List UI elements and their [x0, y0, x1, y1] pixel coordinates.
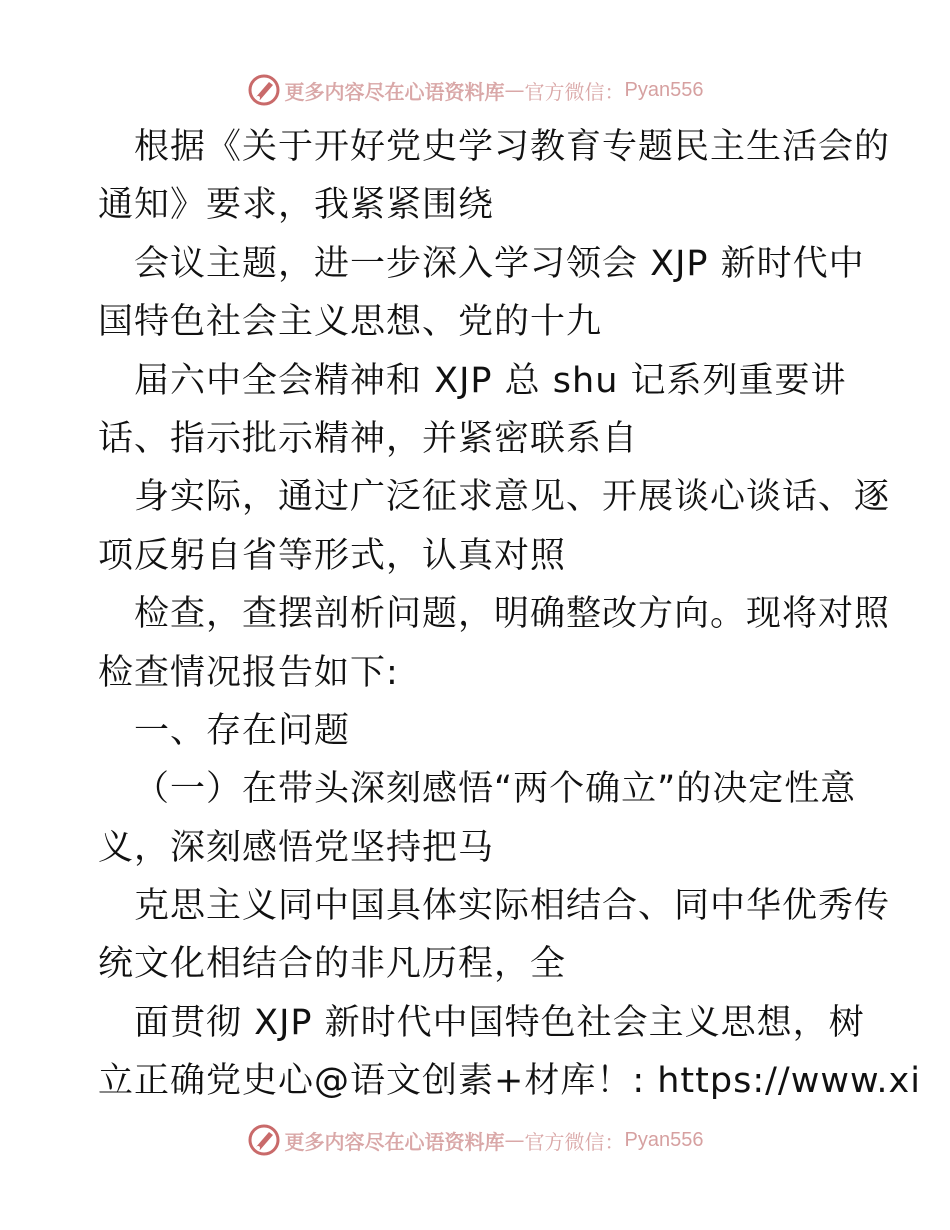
header-watermark-banner [0, 70, 950, 110]
banner-wechat-id: Pyan556 [624, 1128, 704, 1151]
document-body [98, 118, 921, 1111]
footer-watermark-banner [0, 1120, 950, 1160]
body-line: 身实际，通过广泛征求意见、开展谈心谈话、逐 [134, 477, 891, 518]
body-line: 国特色社会主义思想、党的十九 [98, 302, 603, 343]
body-line: 项反躬自省等形式，认真对照 [98, 535, 567, 576]
banner-main-text: 更多内容尽在心语资料库 [284, 79, 505, 104]
body-line: 义，深刻感悟党坚持把马 [98, 827, 495, 868]
banner-wechat-id: Pyan556 [624, 78, 704, 101]
body-line: 立正确党史心@语文创素+材库！: https://www.xi [98, 1061, 921, 1102]
body-line: 检查，查摆剖析问题，明确整改方向。现将对照 [134, 594, 891, 635]
body-line: 检查情况报告如下: [98, 652, 399, 693]
banner-dash: — [504, 78, 525, 102]
banner-wechat-label: 官方微信： [524, 79, 625, 104]
banner-main-text: 更多内容尽在心语资料库 [284, 1129, 505, 1154]
body-line: 根据《关于开好党史学习教育专题民主生活会的 [134, 127, 891, 167]
body-line: 届六中全会精神和 XJP 总 shu 记系列重要讲 [134, 360, 847, 401]
section-heading: 一、存在问题 [134, 710, 351, 751]
body-line: 话、指示批示精神，并紧密联系自 [98, 418, 639, 459]
banner-dash: — [504, 1128, 525, 1152]
body-line: 会议主题，进一步深入学习领会 XJP 新时代中 [134, 243, 865, 284]
pen-nib-logo-icon [247, 73, 281, 107]
body-line: （一）在带头深刻感悟“两个确立”的决定性意 [134, 769, 857, 810]
banner-wechat-label: 官方微信： [524, 1129, 625, 1154]
body-line: 面贯彻 XJP 新时代中国特色社会主义思想，树 [134, 1002, 865, 1043]
body-line: 统文化相结合的非凡历程，全 [98, 944, 567, 985]
body-line: 通知》要求，我紧紧围绕 [98, 185, 495, 226]
body-line: 克思主义同中国具体实际相结合、同中华优秀传 [134, 886, 891, 927]
pen-nib-logo-icon [247, 1123, 281, 1157]
